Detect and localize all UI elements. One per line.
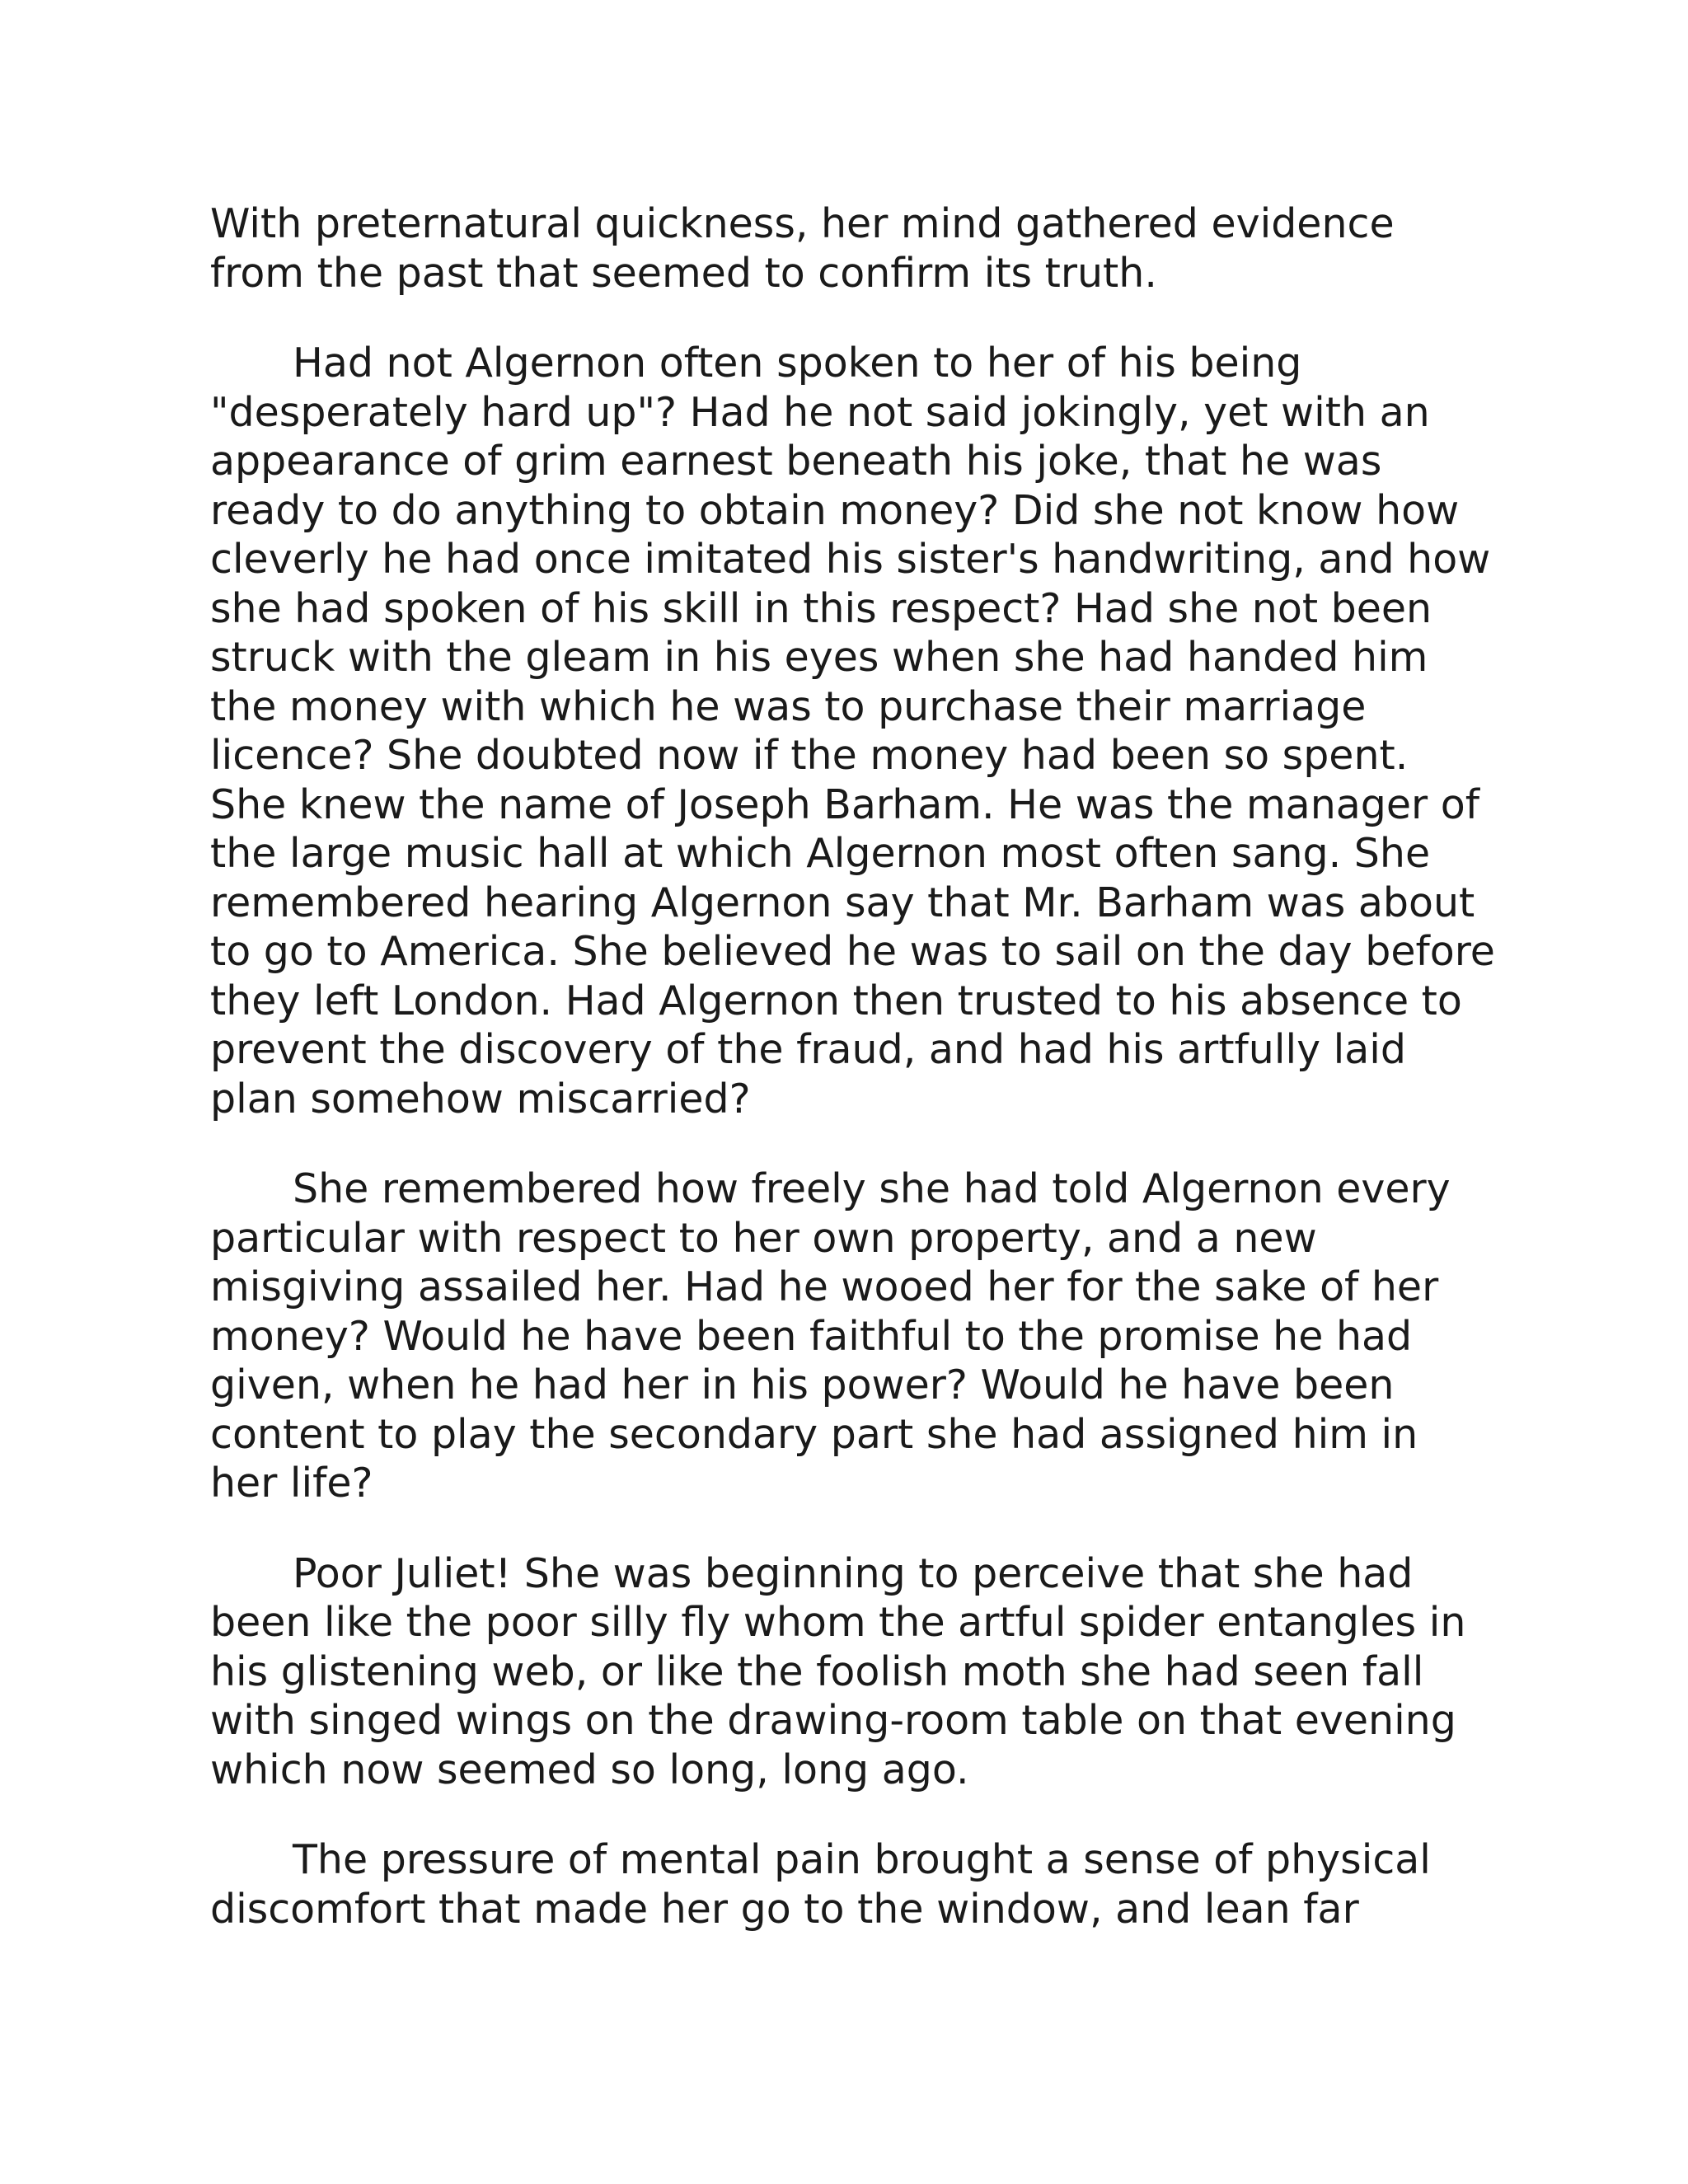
- paragraph-4: Poor Juliet! She was beginning to perceive that she had been like the poor silly fly whom the artful spider entangles in his glistening web, or like the foolish moth she had seen fall with singed wings on the drawing-room table on that evening which now seemed so long, long ago.: [210, 1549, 1466, 1793]
- paragraph-2: Had not Algernon often spoken to her of his being "desperately hard up"? Had he not said jokingly, yet with an appearance of grim earnest beneath his joke, that he was ready to do anything to obtain money? Did she not know how cleverly he had once imitated his sister's handwriting, and how she had spoken of his skill in this respect? Had she not been struck with the gleam in his eyes when she had handed him the money with which he was to purchase their marriage licence? She doubted now if the money had been so spent. She knew the name of Joseph Barham. He was the manager of the large music hall at which Algernon most often sang. She remembered hearing Algernon say that Mr. Barham was about to go to America. She believed he was to sail on the day before they left London. Had Algernon then trusted to his absence to prevent the discovery of the fraud, and had his artfully laid plan somehow miscarried?: [210, 340, 1495, 1122]
- document-body: [210, 199, 1496, 1975]
- paragraph-1: With preternatural quickness, her mind gathered evidence from the past that seemed to confirm its truth.: [210, 200, 1395, 297]
- paragraph-5: The pressure of mental pain brought a sense of physical discomfort that made her go to the window, and lean far: [210, 1836, 1431, 1933]
- paragraph-3: She remembered how freely she had told Algernon every particular with respect to her own property, and a new misgiving assailed her. Had he wooed her for the sake of her money? Would he have been faithful to the promise he had given, when he had her in his power? Would he have been content to play the secondary part she had assigned him in her life?: [210, 1165, 1451, 1507]
